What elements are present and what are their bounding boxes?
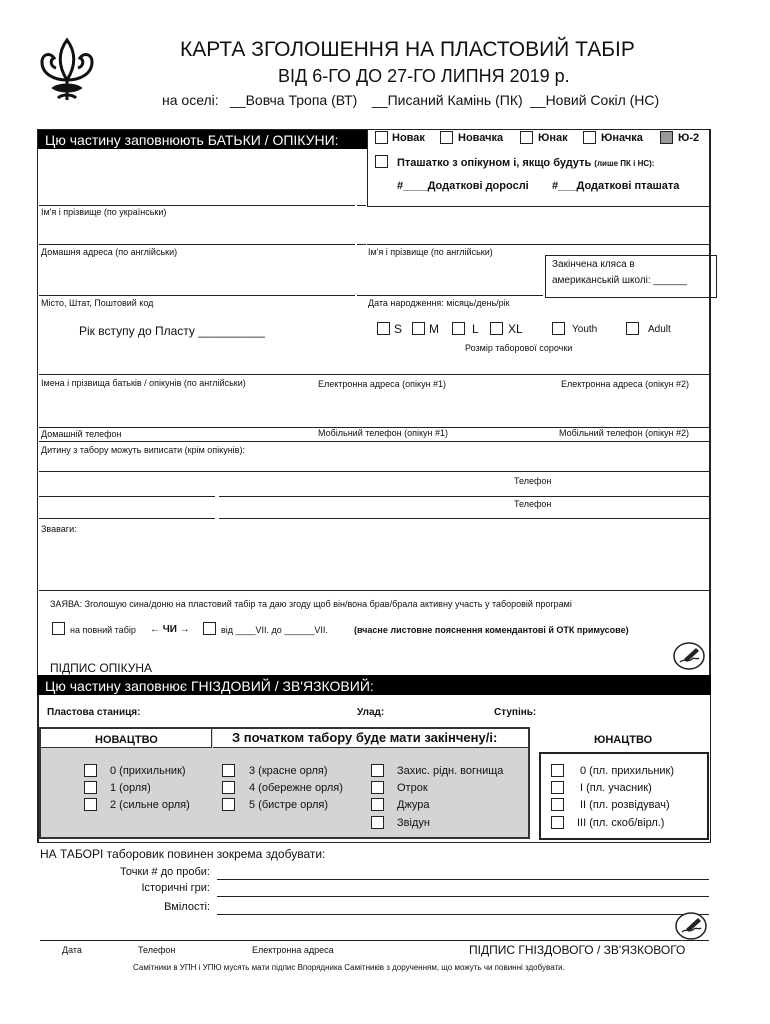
- plast-year-field[interactable]: Рік вступу до Пласту __________: [79, 324, 265, 338]
- pickup-phone2-line[interactable]: [219, 518, 709, 519]
- type-yunachka-label: Юначка: [601, 132, 643, 144]
- ptashatko-checkbox[interactable]: [375, 155, 388, 168]
- nov-zakhys-label: Захис. рідн. вогнища: [397, 765, 504, 777]
- type-yunak-label: Юнак: [538, 132, 568, 144]
- yun-0-checkbox[interactable]: [551, 764, 564, 777]
- nov-dzhura-checkbox[interactable]: [371, 798, 384, 811]
- mobile1-label: Мобільний телефон (опікун #1): [318, 428, 448, 438]
- nov-0-checkbox[interactable]: [84, 764, 97, 777]
- school-grade-line1: Закінчена кляса в: [552, 259, 635, 270]
- trials-label: Точки # до проби:: [120, 866, 210, 878]
- completed-title: З початком табору буде мати закінчену/і:: [232, 730, 498, 745]
- yun-1-label: І (пл. учасник): [580, 782, 652, 794]
- size-s-label: S: [394, 322, 403, 336]
- date-label: Дата: [62, 945, 82, 955]
- shirt-size-label: Розмір таборової сорочки: [465, 343, 573, 353]
- parents-names-text: Імена і прізвища батьків / опікунів: [41, 378, 182, 388]
- size-youth-checkbox[interactable]: [552, 322, 565, 335]
- yunatstvo-title: ЮНАЦТВО: [594, 734, 653, 746]
- partial-camp-checkbox[interactable]: [203, 622, 216, 635]
- size-adult-label: Adult: [648, 324, 671, 335]
- history-games-label: Історичні гри:: [141, 882, 210, 894]
- camp-option-vt[interactable]: __Вовча Тропа (ВТ): [230, 92, 358, 108]
- nov-otrok-label: Отрок: [397, 782, 428, 794]
- ptashatko-text: Пташатко з опікуном і, якщо будуть: [397, 157, 592, 169]
- nov-2-label: 2 (сильне орля): [110, 799, 190, 811]
- dob-label: Дата народження: місяць/день/рік: [368, 298, 510, 308]
- city-label: Місто, Штат, Поштовий код: [41, 298, 154, 308]
- nov-otrok-checkbox[interactable]: [371, 781, 384, 794]
- name-en-sep: [357, 244, 366, 245]
- leader-contact-line[interactable]: [40, 940, 709, 941]
- school-grade-line2: американській школі: ______: [552, 275, 687, 286]
- size-l-label: L: [472, 322, 479, 336]
- pickup-top-line: [39, 441, 709, 442]
- skills-line[interactable]: [217, 914, 709, 915]
- type-novak-label: Новак: [392, 132, 425, 144]
- level-label: Ступінь:: [494, 707, 537, 718]
- notes-line[interactable]: [39, 590, 709, 591]
- size-m-label: M: [429, 322, 439, 336]
- trials-line[interactable]: [217, 879, 709, 880]
- leader-signature-label: ПІДПИС ГНІЗДОВОГО / ЗВ'ЯЗКОВОГО: [469, 943, 686, 957]
- type-yu2-label: Ю-2: [678, 132, 700, 144]
- city-line[interactable]: [39, 295, 355, 296]
- at-camp-label: НА ТАБОРІ таборовик повинен зокрема здобувати:: [40, 847, 326, 861]
- pickup-label: Дитину з табору можуть виписати (крім опікунів):: [41, 445, 245, 455]
- mobile2-label: Мобільний телефон (опікун #2): [559, 428, 689, 438]
- early-leave-note: (вчасне листовне пояснення комендантові й ОТК примусове): [354, 625, 629, 635]
- nov-1-label: 1 (орля): [110, 782, 151, 794]
- home-phone-label: Домашній телефон: [41, 429, 122, 439]
- nov-2-checkbox[interactable]: [84, 798, 97, 811]
- form-title: КАРТА ЗГОЛОШЕННЯ НА ПЛАСТОВИЙ ТАБІР: [180, 38, 635, 61]
- station-label: Пластова станиця:: [47, 707, 141, 718]
- parents-section-band: Цю частину заповнюють БАТЬКИ / ОПІКУНИ:: [37, 129, 367, 149]
- name-ua-label: Ім'я і прізвище (по українськи): [41, 207, 167, 217]
- type-yunak-checkbox[interactable]: [520, 131, 533, 144]
- home-address-line[interactable]: [39, 244, 355, 245]
- parents-names-line[interactable]: [39, 374, 709, 375]
- pickup-phone1-label: Телефон: [514, 476, 552, 486]
- nov-4-label: 4 (обережне орля): [249, 782, 343, 794]
- size-adult-checkbox[interactable]: [626, 322, 639, 335]
- pickup-name2-line[interactable]: [39, 518, 215, 519]
- nov-zakhys-checkbox[interactable]: [371, 764, 384, 777]
- email1-label: Електронна адреса (опікун #1): [318, 379, 447, 389]
- size-xl-checkbox[interactable]: [490, 322, 503, 335]
- nov-4-checkbox[interactable]: [222, 781, 235, 794]
- pickup-name1-line[interactable]: [39, 496, 215, 497]
- nov-zvidun-checkbox[interactable]: [371, 816, 384, 829]
- type-yu2-checkbox[interactable]: [660, 131, 673, 144]
- parents-names-label: [41, 378, 246, 388]
- camp-option-ns[interactable]: __Новий Сокіл (НС): [530, 92, 660, 108]
- nov-3-checkbox[interactable]: [222, 764, 235, 777]
- rank-org-label: Улад:: [357, 707, 385, 718]
- extra-ptashata-field[interactable]: #___Додаткові пташата: [552, 180, 680, 192]
- size-xl-label: XL: [508, 322, 523, 336]
- leader-section-band: Цю частину заповнює ГНІЗДОВИЙ / ЗВ'ЯЗКОВИЙ:: [37, 675, 711, 695]
- type-novak-checkbox[interactable]: [375, 131, 388, 144]
- extra-adults-field[interactable]: #____Додаткові дорослі: [397, 180, 529, 192]
- statement-text: ЗАЯВА: Зголошую сина/доню на пластовий табір та даю згоду щоб він/вона брав/брала активну участь у таборовій програмі: [50, 599, 572, 609]
- name-en-line[interactable]: [367, 244, 709, 245]
- skills-label: Вмілості:: [164, 901, 210, 913]
- history-games-line[interactable]: [217, 896, 709, 897]
- parents-names-note: (по англійськи): [183, 378, 246, 388]
- name-en-label: Ім'я і прізвище (по англійськи): [368, 247, 493, 257]
- name-ua-line-2: [357, 205, 366, 206]
- parent-signature-icon[interactable]: [672, 641, 706, 671]
- pickup-phone2-label: Телефон: [514, 499, 552, 509]
- partial-camp-dates[interactable]: від ____VII. до ______VII.: [221, 625, 328, 635]
- email2-label: Електронна адреса (опікун #2): [561, 379, 690, 389]
- type-novachka-label: Новачка: [458, 132, 504, 144]
- size-youth-label: Youth: [572, 324, 598, 335]
- yun-2-checkbox[interactable]: [551, 798, 564, 811]
- nov-3-label: 3 (красне орля): [249, 765, 328, 777]
- footnote: Самітники в УПН і УПЮ мусять мати підпис Впорядника Самітників з дорученням, що можуть чи повинні здобувати.: [133, 963, 565, 972]
- ptashatko-note: (лише ПК і НС):: [594, 159, 655, 168]
- nov-dzhura-label: Джура: [397, 799, 430, 811]
- yun-3-checkbox[interactable]: [551, 816, 564, 829]
- camp-option-pk[interactable]: __Писаний Камінь (ПК): [372, 92, 523, 108]
- ptashatko-label: [397, 157, 654, 169]
- size-m-checkbox[interactable]: [412, 322, 425, 335]
- full-camp-label: на повний табір: [70, 625, 136, 635]
- nov-1-checkbox[interactable]: [84, 781, 97, 794]
- yun-1-checkbox[interactable]: [551, 781, 564, 794]
- leader-phone-label: Телефон: [138, 945, 176, 955]
- nov-zvidun-label: Звідун: [397, 817, 430, 829]
- pickup-phone1-line[interactable]: [219, 496, 709, 497]
- leader-email-label: Електронна адреса: [252, 945, 334, 955]
- full-camp-checkbox[interactable]: [52, 622, 65, 635]
- yun-2-label: ІІ (пл. розвідувач): [580, 799, 670, 811]
- size-s-checkbox[interactable]: [377, 322, 390, 335]
- plast-lily-logo: [36, 36, 98, 104]
- leader-signature-icon[interactable]: [674, 911, 708, 941]
- dob-line[interactable]: [357, 295, 543, 296]
- size-l-checkbox[interactable]: [452, 322, 465, 335]
- camp-prefix: на оселі:: [162, 92, 219, 108]
- yun-0-label: 0 (пл. прихильник): [580, 765, 675, 777]
- or-label: ← ЧИ →: [150, 624, 190, 635]
- form-dates: ВІД 6-ГО ДО 27-ГО ЛИПНЯ 2019 р.: [278, 66, 570, 86]
- nov-0-label: 0 (прихильник): [110, 765, 186, 777]
- parent-signature-label: ПІДПИС ОПІКУНА: [50, 661, 153, 675]
- yun-3-label: ІІІ (пл. скоб/вірл.): [577, 817, 665, 829]
- notes-label: Зваваги:: [41, 524, 77, 534]
- nov-5-label: 5 (бистре орля): [249, 799, 329, 811]
- novatstvo-title: НОВАЦТВО: [95, 734, 158, 746]
- name-ua-line[interactable]: [39, 205, 355, 206]
- pickup-row1-line[interactable]: [39, 471, 709, 472]
- nov-5-checkbox[interactable]: [222, 798, 235, 811]
- type-yunachka-checkbox[interactable]: [583, 131, 596, 144]
- type-novachka-checkbox[interactable]: [440, 131, 453, 144]
- home-address-label: Домашня адреса (по англійськи): [41, 247, 178, 257]
